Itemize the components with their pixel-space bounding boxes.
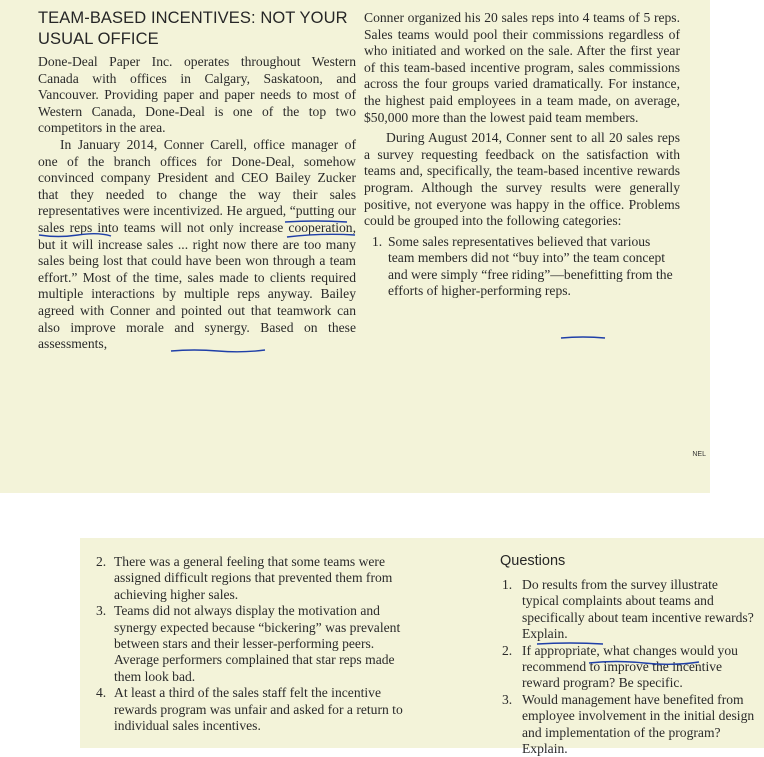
list-item-number: 1. [372,233,383,249]
paragraph-company-intro: Done-Deal Paper Inc. operates throughout Western Canada with offices in Calgary, Saskatoon, and Vancouver. Providing paper and paper needs to most of Western Canada, Done-Deal is one of the top two competitors in the area. [38,54,356,136]
question-text: Do results from the survey illustrate typical complaints about teams and specifically about team incentive rewards? Explain. [522,577,754,642]
paragraph-survey: During August 2014, Conner sent to all 20 sales reps a survey requesting feedback on the satisfaction with teams and, specifically, the team-based incentive rewards program. Although the survey results were generally positive, not everyone was happy in the office. Problems could be grouped into the following categories: [364,130,680,229]
questions-heading: Questions [500,553,566,569]
list-item-text: At least a third of the sales staff felt the incentive rewards program was unfair and asked for a return to individual sales incentives. [114,685,403,734]
paragraph-team-organization: Conner organized his 20 sales reps into 4 teams of 5 reps. Sales teams would pool their commissions regardless of who initiated and worked on the sale. After the first year of this team-based incentive program, sales commissions across the four groups varied dramatically. For instance, the highest paid employees in a team made, on average, $50,000 more than the lowest paid team members. [364,10,680,125]
problem-list-part2 [94,554,414,734]
right-column [364,10,680,299]
question-text: Would management have benefited from employee involvement in the initial design and implementation of the program? Explain. [522,691,755,757]
list-item-text: There was a general feeling that some teams were assigned difficult regions that prevented them from achieving higher sales. [114,554,393,602]
list-item-text: Some sales representatives believed that various team members did not “buy into” the team concept and were simply “free riding”—benefitting from the efforts of higher-performing reps. [388,233,673,298]
list-item [364,234,680,300]
case-heading: TEAM-BASED INCENTIVES: NOT YOUR USUAL OFFICE [38,9,348,48]
problem-list-part1 [364,234,680,300]
paragraph-conner-proposal: In January 2014, Conner Carell, office manager of one of the branch offices for Done-Deal, somehow convinced company President and CEO Bailey Zucker that they needed to change the way their sales representatives were incentivized. He argued, “putting our sales reps into teams will not only increase cooperation, but it will increase sales ... right now there are too many sales being lost that could have been won through a team effort.” Most of the time, sales made to clients required multiple interactions by multiple reps anyway. Bailey agreed with Conner and pointed out that teamwork can also improve morale and synergy. Based on these assessments, [38,136,356,352]
list-item-text: Teams did not always display the motivation and synergy expected because “bickering” was prevalent between stars and their lesser-performing peers. Average performers complained that star reps made them look bad. [114,603,401,684]
left-column [38,8,356,353]
question-item [418,577,758,643]
list-item [94,554,414,603]
list-item-number: 3. [96,603,107,619]
question-item [418,692,758,757]
problem-list-continued-column [94,554,414,734]
footer-tag: NEL [692,451,706,458]
question-number: 3. [502,691,513,707]
questions-column [418,552,758,757]
question-number: 2. [502,642,513,658]
list-item [94,603,414,685]
question-text: If appropriate, what changes would you recommend to improve the incentive reward program? Be specific. [522,642,738,691]
list-item-number: 4. [96,685,107,701]
question-item [418,643,758,692]
ink-annotation-riding [560,335,606,341]
questions-list [418,577,758,757]
page-bottom [80,538,764,757]
question-number: 1. [502,577,513,592]
list-item [94,685,414,734]
list-item-number: 2. [96,554,107,569]
